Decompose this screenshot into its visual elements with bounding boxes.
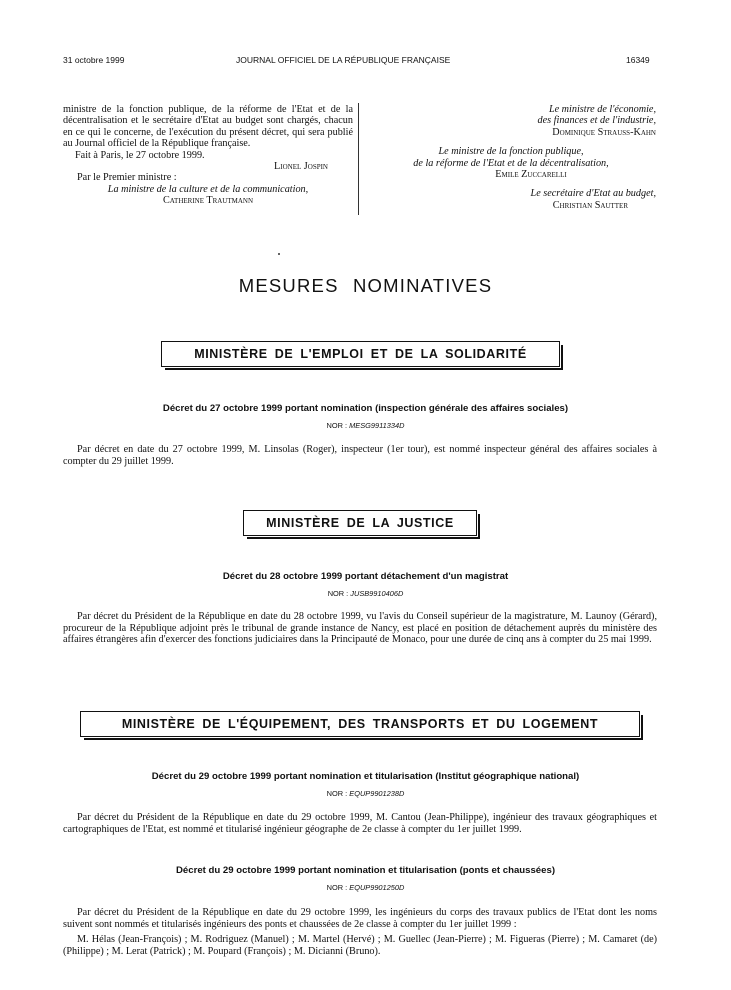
economy-minister-title-1: Le ministre de l'économie, bbox=[548, 104, 656, 115]
decree-text: Par décret du Président de la République en date du 29 octobre 1999, les ingénieurs du corps des travaux publics de l'Etat dont les noms suivent sont nommés et titularisés ingénieurs des ponts et chaussées de 2e classe à compter du 1er juillet 1999 : bbox=[63, 907, 657, 930]
header-page-number: 16349 bbox=[626, 55, 650, 65]
ministry-box-equipement: MINISTÈRE DE L'ÉQUIPEMENT, DES TRANSPORTS ET DU LOGEMENT bbox=[80, 711, 640, 737]
fp-minister-title-1: Le ministre de la fonction publique, bbox=[438, 146, 584, 158]
signature-budget: Christian Sautter bbox=[552, 199, 628, 211]
ministry-box-justice: MINISTÈRE DE LA JUSTICE bbox=[243, 510, 477, 536]
signature-economy: Dominique Strauss-Kahn bbox=[552, 126, 656, 138]
nor-reference: NOR : EQUP9901250D bbox=[326, 883, 405, 892]
left-column bbox=[63, 104, 353, 207]
decree-title: Décret du 28 octobre 1999 portant détachement d'un magistrat bbox=[222, 571, 509, 582]
header-date: 31 octobre 1999 bbox=[63, 55, 125, 65]
signature-fp: Emile Zuccarelli bbox=[495, 169, 567, 181]
stray-dot bbox=[278, 253, 280, 255]
par-le-premier-ministre: Par le Premier ministre : bbox=[77, 172, 177, 184]
decree-text: Par décret du Président de la République en date du 29 octobre 1999, M. Cantou (Jean-Philippe), ingénieur des travaux géographiques et cartographiques de l'Etat, est nommé et titularisé ingénieur géographe de 2e classe à compter du 1er juillet 1999. bbox=[63, 812, 657, 835]
closing-paragraph: ministre de la fonction publique, de la réforme de l'Etat et de la décentralisation et le secrétaire d'Etat au budget sont chargés, chacun en ce qui le concerne, de l'exécution du présent décret, qui sera publié au Journal officiel de la République française. bbox=[63, 104, 353, 150]
decree-text: Par décret du Président de la République en date du 28 octobre 1999, vu l'avis du Conseil supérieur de la magistrature, M. Launoy (Gérard), procureur de la République adjoint près le tribunal de grande instance de Nancy, est placé en position de détachement auprès du ministère des affaires étrangères afin d'exercer des fonctions judiciaires dans la Principauté de Monaco, pour une durée de cinq ans à compter du 25 mai 1999. bbox=[63, 611, 657, 646]
fait-a-paris: Fait à Paris, le 27 octobre 1999. bbox=[75, 149, 205, 161]
right-column bbox=[366, 104, 656, 211]
names-list: M. Hélas (Jean-François) ; M. Rodriguez (Manuel) ; M. Martel (Hervé) ; M. Guellec (Jean-Pierre) ; M. Figueras (Pierre) ; M. Camaret (de) (Philippe) ; M. Lerat (Patrick) ; M. Poupard (François) ; M. Dicianni (Bruno). bbox=[63, 934, 657, 957]
budget-secretary-title: Le secrétaire d'Etat au budget, bbox=[530, 188, 656, 200]
decree-title: Décret du 29 octobre 1999 portant nomination et titularisation (ponts et chaussées) bbox=[175, 865, 556, 876]
signature-culture: Catherine Trautmann bbox=[162, 195, 254, 207]
column-divider bbox=[358, 103, 359, 215]
signature-pm: Lionel Jospin bbox=[274, 161, 328, 173]
decree-text: Par décret en date du 27 octobre 1999, M. Linsolas (Roger), inspecteur (1er tour), est nommé inspecteur général des affaires sociales à compter du 29 juillet 1999. bbox=[63, 444, 657, 467]
fp-minister-title-2: de la réforme de l'Etat et de la décentralisation, bbox=[413, 157, 609, 169]
economy-minister-title-2: des finances et de l'industrie, bbox=[537, 115, 656, 127]
culture-minister-title: La ministre de la culture et de la communication, bbox=[107, 183, 309, 195]
ministry-box-emploi: MINISTÈRE DE L'EMPLOI ET DE LA SOLIDARITÉ bbox=[161, 341, 560, 367]
decree-title: Décret du 27 octobre 1999 portant nomination (inspection générale des affaires sociales) bbox=[162, 403, 569, 414]
nor-reference: NOR : MESG9911334D bbox=[326, 421, 405, 430]
header-journal: JOURNAL OFFICIEL DE LA RÉPUBLIQUE FRANÇAISE bbox=[236, 55, 451, 65]
main-title: MESURES NOMINATIVES bbox=[238, 275, 493, 296]
nor-reference: NOR : JUSB9910406D bbox=[327, 589, 404, 598]
nor-reference: NOR : EQUP9901238D bbox=[326, 789, 405, 798]
decree-title: Décret du 29 octobre 1999 portant nomination et titularisation (Institut géographique national) bbox=[151, 771, 580, 782]
